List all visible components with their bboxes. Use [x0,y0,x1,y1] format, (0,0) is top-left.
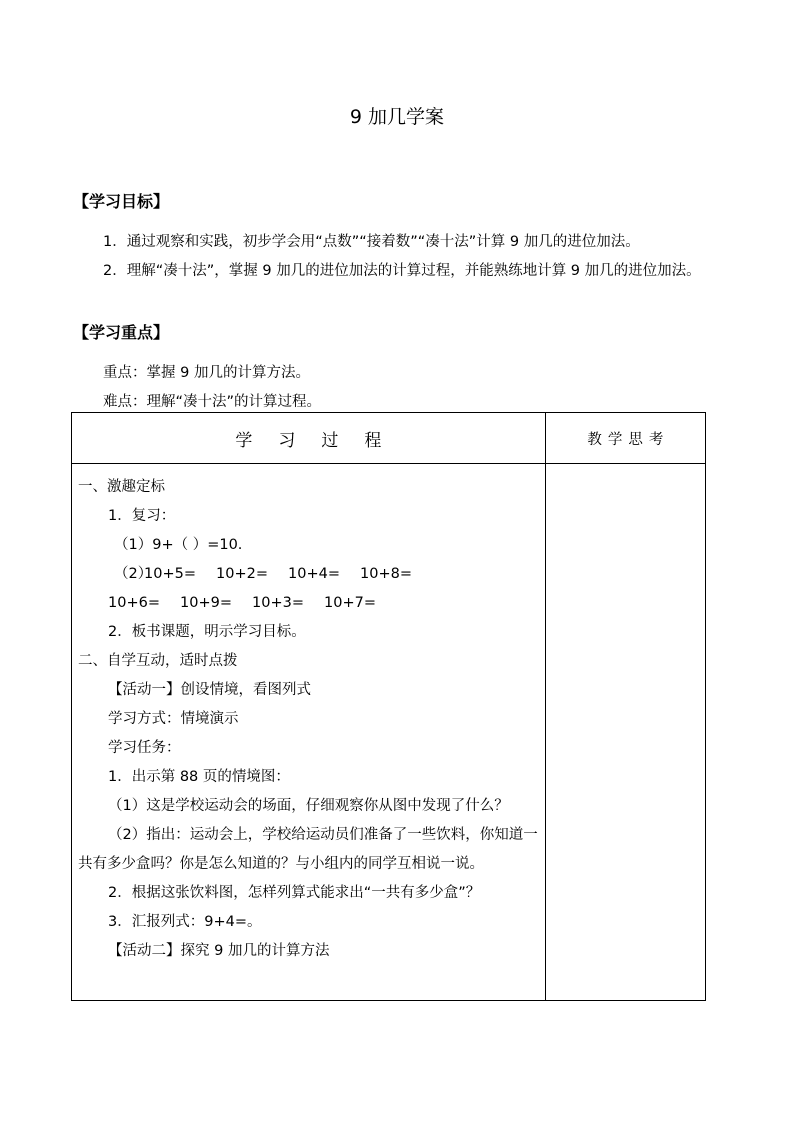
goals-heading: 【学习目标】 [73,192,170,211]
report-formula: 3．汇报列式：9+4=。 [108,914,262,930]
activity-1-title: 【活动一】创设情境，看图列式 [108,682,311,698]
sub-question-2: （2）指出：运动会上，学校给运动员们准备了一些饮料，你知道一共有多少盒吗？你是怎么知道的？与小组内的同学互相说一说。 [78,827,538,872]
focus-heading: 【学习重点】 [73,323,170,342]
question-how: 2．根据这张饮料图，怎样列算式能求出“一共有多少盒”？ [108,885,481,901]
section-2-title: 二、自学互动，适时点拨 [78,653,238,669]
process-table [71,412,706,1001]
goal-item-2: 2．理解“凑十法”，掌握 9 加几的进位加法的计算过程，并能熟练地计算 9 加几的进位加法。 [103,263,701,279]
review-q3: 10+6= 10+9= 10+3= 10+7= [108,595,376,611]
learning-method: 学习方式：情境演示 [108,711,239,727]
show-picture: 1．出示第 88 页的情境图： [108,769,290,785]
reflection-cell [545,464,705,1001]
difficulty-point: 难点：理解“凑十法”的计算过程。 [103,394,322,410]
learning-task: 学习任务： [108,740,181,756]
process-cell [72,464,546,1001]
review-label: 1．复习： [108,508,176,524]
key-point: 重点：掌握 9 加几的计算方法。 [103,365,310,381]
sub-question-1: （1）这是学校运动会的场面，仔细观察你从图中发现了什么？ [108,798,509,814]
board-title: 2．板书课题，明示学习目标。 [108,624,306,640]
activity-2-title: 【活动二】探究 9 加几的计算方法 [108,943,330,959]
document-title: 9 加几学案 [349,106,445,128]
review-q1: （1）9+（ ）=10. [114,537,243,553]
reflection-header: 教学思考 [545,413,705,464]
goal-item-1: 1．通过观察和实践，初步学会用“点数”“接着数”“凑十法”计算 9 加几的进位加法。 [103,234,640,250]
section-1-title: 一、激趣定标 [78,479,165,495]
process-header: 学习过程 [72,413,546,464]
review-q2: （2）10+5= 10+2= 10+4= 10+8= [114,566,412,582]
